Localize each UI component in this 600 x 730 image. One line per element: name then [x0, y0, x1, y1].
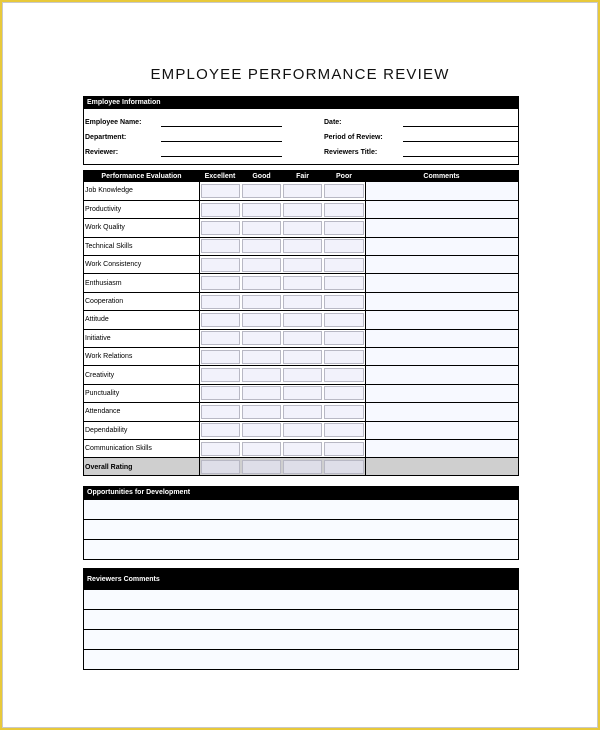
poor-rating-box[interactable]	[324, 184, 364, 198]
reviewer-comments-line[interactable]	[84, 649, 518, 669]
evaluation-row	[84, 366, 518, 384]
employee-name-label: Employee Name:	[85, 119, 142, 126]
fair-rating-cell	[282, 219, 323, 237]
comments-cell[interactable]	[365, 256, 518, 274]
fair-rating-cell	[282, 182, 323, 200]
criterion-label: Initiative	[84, 329, 199, 347]
excellent-rating-box[interactable]	[201, 350, 241, 364]
poor-rating-box[interactable]	[324, 313, 364, 327]
evaluation-row	[84, 256, 518, 274]
evaluation-row	[84, 421, 518, 439]
good-rating-box[interactable]	[242, 276, 281, 290]
reviewer-comments-line[interactable]	[84, 629, 518, 649]
evaluation-row	[84, 403, 518, 421]
comments-cell[interactable]	[365, 292, 518, 310]
poor-rating-cell	[323, 219, 365, 237]
reviewer-comments-header: Reviewers Comments	[84, 569, 518, 589]
poor-rating-cell	[323, 311, 365, 329]
poor-rating-cell	[323, 458, 365, 476]
fair-rating-box[interactable]	[283, 423, 322, 437]
poor-rating-box[interactable]	[324, 221, 364, 235]
performance-evaluation-section	[83, 170, 519, 476]
excellent-rating-box[interactable]	[201, 239, 241, 253]
poor-rating-cell	[323, 384, 365, 402]
excellent-rating-box[interactable]	[201, 460, 241, 474]
criterion-label: Work Quality	[84, 219, 199, 237]
evaluation-row	[84, 292, 518, 310]
excellent-rating-cell	[199, 348, 241, 366]
fair-rating-cell	[282, 274, 323, 292]
good-rating-cell	[241, 256, 282, 274]
good-rating-cell	[241, 348, 282, 366]
poor-rating-cell	[323, 403, 365, 421]
criterion-label: Enthusiasm	[84, 274, 199, 292]
good-rating-box[interactable]	[242, 460, 281, 474]
comments-cell[interactable]	[365, 200, 518, 218]
employee-information-section	[83, 96, 519, 165]
poor-rating-box[interactable]	[324, 276, 364, 290]
fair-rating-box[interactable]	[283, 203, 322, 217]
good-rating-cell	[241, 439, 282, 457]
evaluation-header-row	[84, 171, 518, 182]
fair-rating-box[interactable]	[283, 239, 322, 253]
fair-rating-cell	[282, 311, 323, 329]
good-rating-cell	[241, 292, 282, 310]
excellent-rating-box[interactable]	[201, 313, 241, 327]
good-rating-cell	[241, 458, 282, 476]
good-rating-cell	[241, 274, 282, 292]
fair-rating-box[interactable]	[283, 313, 322, 327]
poor-rating-box[interactable]	[324, 405, 364, 419]
excellent-rating-cell	[199, 292, 241, 310]
opportunities-header: Opportunities for Development	[84, 487, 518, 499]
comments-cell[interactable]	[365, 182, 518, 200]
fair-rating-box[interactable]	[283, 221, 322, 235]
period-of-review-field[interactable]	[403, 141, 518, 142]
overall-rating-label: Overall Rating	[84, 458, 199, 476]
excellent-rating-cell	[199, 329, 241, 347]
excellent-rating-cell	[199, 219, 241, 237]
fair-rating-box[interactable]	[283, 184, 322, 198]
good-rating-box[interactable]	[242, 184, 281, 198]
evaluation-row	[84, 311, 518, 329]
employee-name-field[interactable]	[161, 126, 282, 127]
comments-cell[interactable]	[365, 421, 518, 439]
date-label: Date:	[324, 119, 342, 126]
criterion-label: Work Relations	[84, 348, 199, 366]
excellent-rating-cell	[199, 274, 241, 292]
fair-rating-cell	[282, 366, 323, 384]
opportunities-section	[83, 486, 519, 560]
department-field[interactable]	[161, 141, 282, 142]
fair-rating-cell	[282, 256, 323, 274]
reviewers-title-field[interactable]	[403, 156, 518, 157]
evaluation-row	[84, 237, 518, 255]
excellent-rating-box[interactable]	[201, 368, 241, 382]
fair-rating-cell	[282, 458, 323, 476]
evaluation-row	[84, 274, 518, 292]
excellent-rating-box[interactable]	[201, 258, 241, 272]
reviewer-field[interactable]	[161, 156, 282, 157]
fair-header: Fair	[282, 171, 323, 182]
poor-rating-box[interactable]	[324, 423, 364, 437]
criterion-label: Job Knowledge	[84, 182, 199, 200]
reviewer-comments-line[interactable]	[84, 589, 518, 609]
comments-cell[interactable]	[365, 366, 518, 384]
period-of-review-label: Period of Review:	[324, 134, 383, 141]
comments-cell[interactable]	[365, 329, 518, 347]
criterion-label: Work Consistency	[84, 256, 199, 274]
excellent-rating-box[interactable]	[201, 331, 241, 345]
evaluation-row	[84, 182, 518, 200]
good-rating-cell	[241, 200, 282, 218]
poor-rating-cell	[323, 274, 365, 292]
fair-rating-box[interactable]	[283, 331, 322, 345]
comments-cell[interactable]	[365, 219, 518, 237]
poor-rating-box[interactable]	[324, 331, 364, 345]
employee-information-header: Employee Information	[84, 97, 518, 109]
fair-rating-cell	[282, 237, 323, 255]
fair-rating-cell	[282, 439, 323, 457]
fair-rating-box[interactable]	[283, 295, 322, 309]
comments-cell[interactable]	[365, 274, 518, 292]
excellent-rating-cell	[199, 256, 241, 274]
fair-rating-box[interactable]	[283, 405, 322, 419]
criterion-label: Attendance	[84, 403, 199, 421]
comments-cell[interactable]	[365, 403, 518, 421]
reviewer-comments-line[interactable]	[84, 609, 518, 629]
fair-rating-cell	[282, 200, 323, 218]
poor-rating-cell	[323, 256, 365, 274]
opportunities-line[interactable]	[84, 539, 518, 559]
fair-rating-cell	[282, 403, 323, 421]
fair-rating-box[interactable]	[283, 258, 322, 272]
excellent-rating-box[interactable]	[201, 276, 241, 290]
comments-cell[interactable]	[365, 348, 518, 366]
good-rating-box[interactable]	[242, 423, 281, 437]
fair-rating-cell	[282, 421, 323, 439]
comments-cell[interactable]	[365, 311, 518, 329]
performance-evaluation-table	[84, 171, 518, 476]
good-rating-cell	[241, 219, 282, 237]
good-rating-box[interactable]	[242, 203, 281, 217]
excellent-rating-box[interactable]	[201, 423, 241, 437]
opportunities-line[interactable]	[84, 499, 518, 519]
reviewers-title-label: Reviewers Title:	[324, 149, 378, 156]
good-rating-box[interactable]	[242, 368, 281, 382]
good-rating-cell	[241, 366, 282, 384]
good-rating-cell	[241, 329, 282, 347]
poor-rating-box[interactable]	[324, 258, 364, 272]
good-rating-box[interactable]	[242, 221, 281, 235]
reviewer-comments-section	[83, 568, 519, 670]
excellent-rating-cell	[199, 237, 241, 255]
good-rating-cell	[241, 311, 282, 329]
fair-rating-box[interactable]	[283, 350, 322, 364]
good-rating-box[interactable]	[242, 295, 281, 309]
good-rating-box[interactable]	[242, 350, 281, 364]
good-rating-cell	[241, 237, 282, 255]
poor-rating-cell	[323, 421, 365, 439]
excellent-rating-cell	[199, 182, 241, 200]
department-label: Department:	[85, 134, 127, 141]
poor-rating-box[interactable]	[324, 295, 364, 309]
comments-cell[interactable]	[365, 384, 518, 402]
criterion-label: Communication Skills	[84, 439, 199, 457]
good-rating-box[interactable]	[242, 405, 281, 419]
document-page	[2, 2, 598, 728]
criterion-label: Attitude	[84, 311, 199, 329]
fair-rating-box[interactable]	[283, 386, 322, 400]
poor-rating-box[interactable]	[324, 386, 364, 400]
comments-header: Comments	[365, 171, 518, 182]
excellent-rating-cell	[199, 403, 241, 421]
poor-rating-cell	[323, 237, 365, 255]
evaluation-row	[84, 348, 518, 366]
good-rating-cell	[241, 421, 282, 439]
overall-rating-row	[84, 458, 518, 476]
poor-rating-box[interactable]	[324, 239, 364, 253]
poor-rating-cell	[323, 348, 365, 366]
good-rating-cell	[241, 182, 282, 200]
criterion-label: Punctuality	[84, 384, 199, 402]
evaluation-row	[84, 200, 518, 218]
excellent-rating-cell	[199, 311, 241, 329]
poor-rating-cell	[323, 329, 365, 347]
criterion-label: Dependability	[84, 421, 199, 439]
good-rating-box[interactable]	[242, 386, 281, 400]
excellent-header: Excellent	[199, 171, 241, 182]
fair-rating-box[interactable]	[283, 276, 322, 290]
evaluation-row	[84, 384, 518, 402]
excellent-rating-box[interactable]	[201, 442, 241, 456]
fair-rating-box[interactable]	[283, 460, 322, 474]
poor-rating-box[interactable]	[324, 442, 364, 456]
page-title: EMPLOYEE PERFORMANCE REVIEW	[150, 66, 450, 83]
evaluation-row	[84, 439, 518, 457]
fair-rating-cell	[282, 292, 323, 310]
poor-rating-cell	[323, 200, 365, 218]
performance-evaluation-header: Performance Evaluation	[84, 171, 199, 182]
date-field[interactable]	[403, 126, 518, 127]
good-rating-box[interactable]	[242, 258, 281, 272]
poor-rating-cell	[323, 292, 365, 310]
evaluation-row	[84, 329, 518, 347]
reviewer-label: Reviewer:	[85, 149, 119, 156]
excellent-rating-box[interactable]	[201, 184, 241, 198]
good-rating-box[interactable]	[242, 331, 281, 345]
excellent-rating-cell	[199, 200, 241, 218]
comments-cell[interactable]	[365, 439, 518, 457]
criterion-label: Cooperation	[84, 292, 199, 310]
excellent-rating-box[interactable]	[201, 295, 241, 309]
poor-rating-cell	[323, 366, 365, 384]
good-rating-cell	[241, 403, 282, 421]
good-rating-box[interactable]	[242, 239, 281, 253]
poor-rating-cell	[323, 182, 365, 200]
good-rating-box[interactable]	[242, 442, 281, 456]
good-header: Good	[241, 171, 282, 182]
excellent-rating-cell	[199, 421, 241, 439]
criterion-label: Productivity	[84, 200, 199, 218]
excellent-rating-box[interactable]	[201, 221, 241, 235]
evaluation-row	[84, 219, 518, 237]
opportunities-line[interactable]	[84, 519, 518, 539]
excellent-rating-box[interactable]	[201, 203, 241, 217]
excellent-rating-cell	[199, 384, 241, 402]
criterion-label: Creativity	[84, 366, 199, 384]
poor-rating-cell	[323, 439, 365, 457]
excellent-rating-box[interactable]	[201, 405, 241, 419]
excellent-rating-cell	[199, 366, 241, 384]
excellent-rating-box[interactable]	[201, 386, 241, 400]
poor-rating-box[interactable]	[324, 368, 364, 382]
comments-cell[interactable]	[365, 237, 518, 255]
criterion-label: Technical Skills	[84, 237, 199, 255]
good-rating-box[interactable]	[242, 313, 281, 327]
excellent-rating-cell	[199, 458, 241, 476]
fair-rating-box[interactable]	[283, 442, 322, 456]
fair-rating-cell	[282, 348, 323, 366]
fair-rating-box[interactable]	[283, 368, 322, 382]
poor-rating-box[interactable]	[324, 203, 364, 217]
fair-rating-cell	[282, 329, 323, 347]
fair-rating-cell	[282, 384, 323, 402]
comments-cell[interactable]	[365, 458, 518, 476]
poor-rating-box[interactable]	[324, 460, 364, 474]
good-rating-cell	[241, 384, 282, 402]
poor-rating-box[interactable]	[324, 350, 364, 364]
excellent-rating-cell	[199, 439, 241, 457]
poor-header: Poor	[323, 171, 365, 182]
